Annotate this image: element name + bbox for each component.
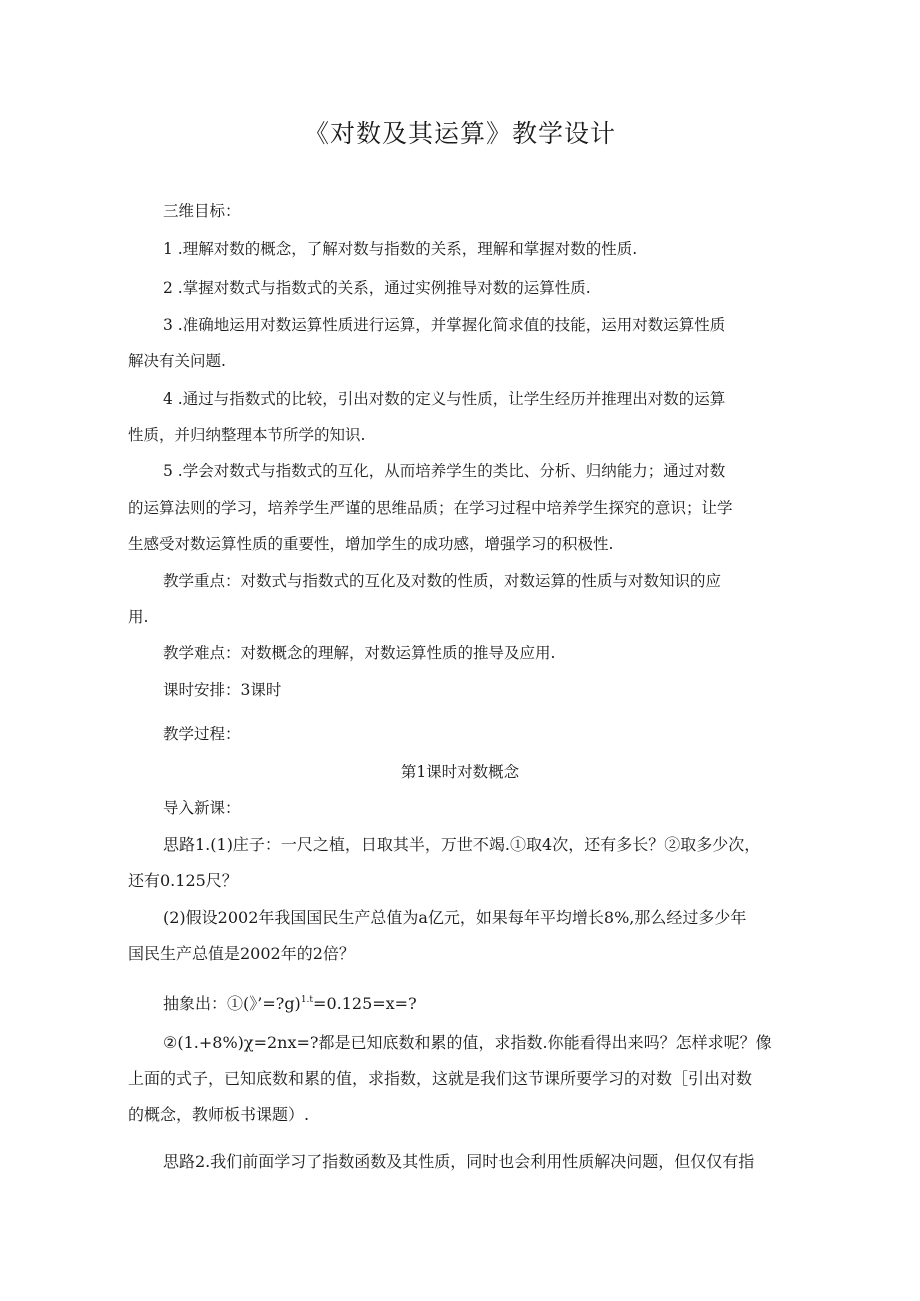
goals-heading: 三维目标： xyxy=(163,202,241,220)
goal-2: 2 .掌握对数式与指数式的关系，通过实例推导对数的运算性质. xyxy=(163,279,591,297)
key-points-line-1: 教学重点：对数式与指数式的互化及对数的性质，对数运算的性质与对数知识的应 xyxy=(163,572,722,590)
idea-1-part-2-line-2: 国民生产总值是2002年的2倍？ xyxy=(128,944,355,963)
goal-3-line-2: 解决有关问题. xyxy=(128,352,226,370)
abstract-2-line-2: 上面的式子，已知底数和累的值，求指数，这就是我们这节课所要学习的对数［引出对数 xyxy=(128,1069,753,1088)
goal-3-line-1: 3 .准确地运用对数运算性质进行运算，并掌握化简求值的技能，运用对数运算性质 xyxy=(163,316,726,334)
abstract-2-line-1: ②(1.+8%)χ=2nx=?都是已知底数和累的值，求指数.你能看得出来吗？怎样求呢？像 xyxy=(163,1033,772,1052)
abstract-formula-prefix: 抽象出：①(》’=?g) xyxy=(163,994,301,1013)
idea-1-line-1: 思路1.(1)庄子：一尺之植，日取其半，万世不竭.①取4次，还有多长？②取多少次， xyxy=(163,835,761,854)
key-points-line-2: 用. xyxy=(128,608,149,626)
goal-5-line-1: 5 .学会对数式与指数式的互化，从而培养学生的类比、分析、归纳能力；通过对数 xyxy=(163,462,726,480)
teaching-process: 教学过程： xyxy=(163,725,241,743)
goal-4-line-1: 4 .通过与指数式的比较，引出对数的定义与性质，让学生经历并推理出对数的运算 xyxy=(163,390,726,408)
intro-heading: 导入新课： xyxy=(163,799,241,817)
goal-1: 1 .理解对数的概念，了解对数与指数的关系，理解和掌握对数的性质. xyxy=(163,240,638,258)
teaching-difficulties: 教学难点：对数概念的理解，对数运算性质的推导及应用. xyxy=(163,644,556,662)
abstract-formula xyxy=(163,989,417,1015)
idea-1-line-2: 还有0.125尺？ xyxy=(128,871,238,890)
lesson-heading: 第1课时对数概念 xyxy=(400,763,520,781)
idea-2-line-1: 思路2.我们前面学习了指数函数及其性质，同时也会利用性质解决问题，但仅仅有指 xyxy=(163,1152,755,1171)
goal-5-line-3: 生感受对数运算性质的重要性，增加学生的成功感，增强学习的积极性. xyxy=(128,535,614,553)
idea-1-part-2-line-1: (2)假设2002年我国国民生产总值为a亿元，如果每年平均增长8%,那么经过多少年 xyxy=(163,908,747,927)
abstract-2-line-3: 的概念，教师板书课题）. xyxy=(128,1105,310,1124)
class-schedule: 课时安排：3课时 xyxy=(163,681,282,699)
document-title: 《对数及其运算》教学设计 xyxy=(303,119,616,148)
abstract-formula-suffix: =0.125=x=? xyxy=(313,994,417,1013)
goal-4-line-2: 性质，并归纳整理本节所学的知识. xyxy=(128,426,366,444)
goal-5-line-2: 的运算法则的学习，培养学生严谨的思维品质；在学习过程中培养学生探究的意识；让学 xyxy=(128,499,733,517)
abstract-formula-superscript: 1.t xyxy=(300,995,314,1005)
